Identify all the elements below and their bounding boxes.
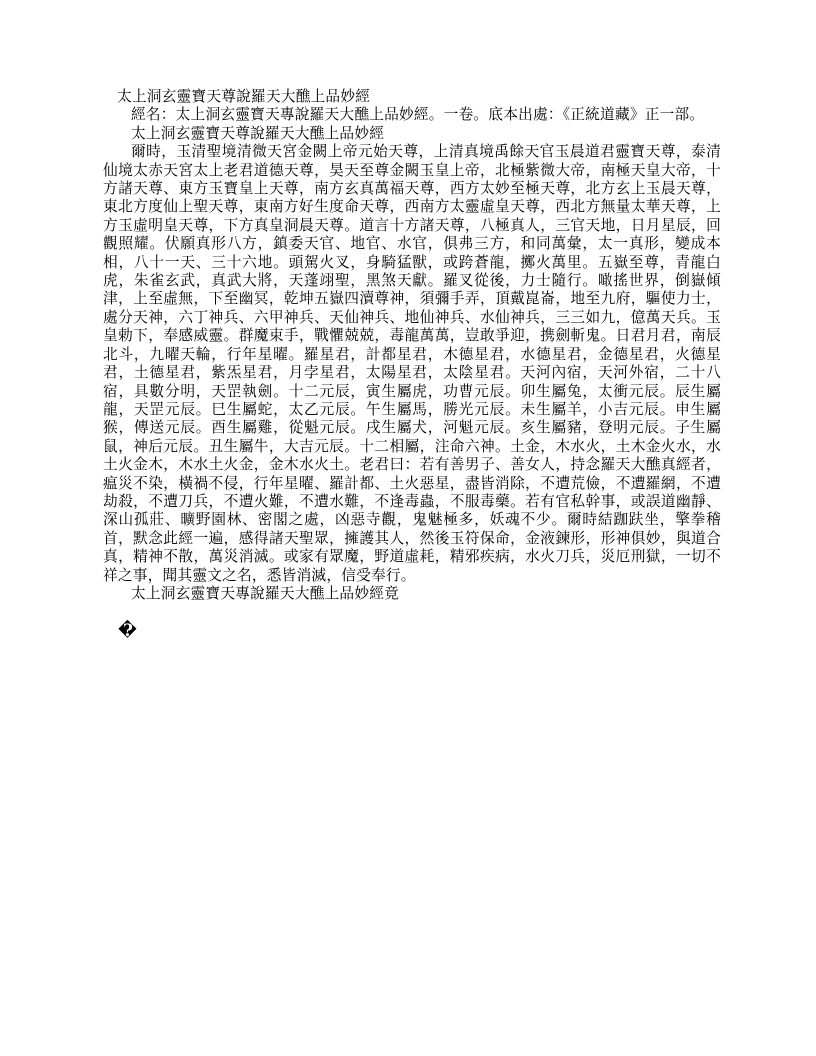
replacement-character: � (118, 621, 138, 641)
text-block (103, 88, 721, 641)
colophon-line: 經名：太上洞玄靈寶天專說羅天大醮上品妙經。一卷。底本出處：《正統道藏》正一部。 (131, 107, 705, 124)
scripture-body: 爾時，玉清聖境清微天宮金闕上帝元始天尊，上清真境禹餘天官玉晨道君靈寶天尊，泰清仙境太赤天宮太上老君道德天尊，昊天至尊金闕玉皇上帝，北極紫微大帝，南極天皇大帝，十方諸天尊、東方玉寶皇上天尊，南方玄真萬福天尊，西方太妙至極天尊，北方玄上玉晨天尊，東北方度仙上聖天尊，東南方好生度命天尊，西南方太靈虛皇天尊，西北方無量太華天尊，上方玉虛明皇天尊，下方真皇洞晨天尊。道言十方諸天尊，八極真人，三官天地，日月星辰，回觀照耀。伏願真形八方，鎮委天官、地官、水官，俱弗三方，和同萬彙，太一真形，變成本相，八十一天、三十六地。頭駕火叉，身騎猛獸，或跨蒼龍，擲火萬里。五嶽至尊，青龍白虎，朱雀玄武，真武大將，天蓬翊聖，黑煞天獻。羅叉從後，力士隨行。噉搖世界，倒嶽傾津，上至虛無，下至幽冥，乾坤五嶽四瀆尊神，須彌手弄，頂戴崑崙，地至九府，驅使力士，處分天神，六丁神兵、六甲神兵、天仙神兵、地仙神兵、水仙神兵，三三如九，億萬天兵。玉皇勅下，奉感威靈。群魔束手，戰懼兢兢，毒龍萬萬，豈敢爭迎，携劍斬鬼。日君月君，南辰北斗，九曜天輪，行年星曜。羅星君，計都星君，木德星君，水德星君，金德星君，火德星君，土德星君，紫炁星君，月孛星君，太陽星君，太陰星君。天河內宿，天河外宿，二十八宿，具數分明，天罡執劍。十二元辰，寅生屬虎，功曹元辰。卯生屬兔，太衝元辰。辰生屬龍，天罡元辰。巳生屬蛇，太乙元辰。午生屬馬，勝光元辰。未生屬羊，小吉元辰。申生屬猴，傳送元辰。酉生屬雞，從魁元辰。戌生屬犬，河魁元辰。亥生屬豬，登明元辰。子生屬鼠，神后元辰。丑生屬牛，大吉元辰。十二相屬，注命六神。土金，木水火，土木金火水，水土火金木，木水土火金，金木水火土。老君曰：若有善男子、善女人，持念羅天大醮真經者，瘟災不染，橫禍不侵，行年星曜、羅計都、土火惡星，盡皆消除，不遭荒儉，不遭羅網，不遭劫殺，不遭刀兵，不遭火難，不遭水難，不逢毒蟲，不服毒藥。若有官私幹事，或誤道幽靜、深山孤莊、曠野園林、密閣之處，凶惡寺觀，鬼魅極多，妖魂不少。爾時結跏趺坐，擎拳稽首，默念此經一遍，感得諸天聖眾，擁護其人，然後玉符保命，金液鍊形，形神俱妙，與道合真，精神不散，萬災消滅。或家有眾魔，野道虛耗，精邪疾病，水火刀兵，災厄刑獄，一切不祥之事，聞其靈文之名，悉皆消滅，信受奉行。 (103, 144, 721, 584)
scripture-title: 太上洞玄靈寶天尊說羅天大醮上品妙經 (117, 89, 371, 105)
scripture-subtitle: 太上洞玄靈寶天尊說羅天大醮上品妙經 (131, 125, 385, 142)
scripture-ending: 太上洞玄靈寶天專說羅天大醮上品妙經竟 (131, 585, 399, 602)
